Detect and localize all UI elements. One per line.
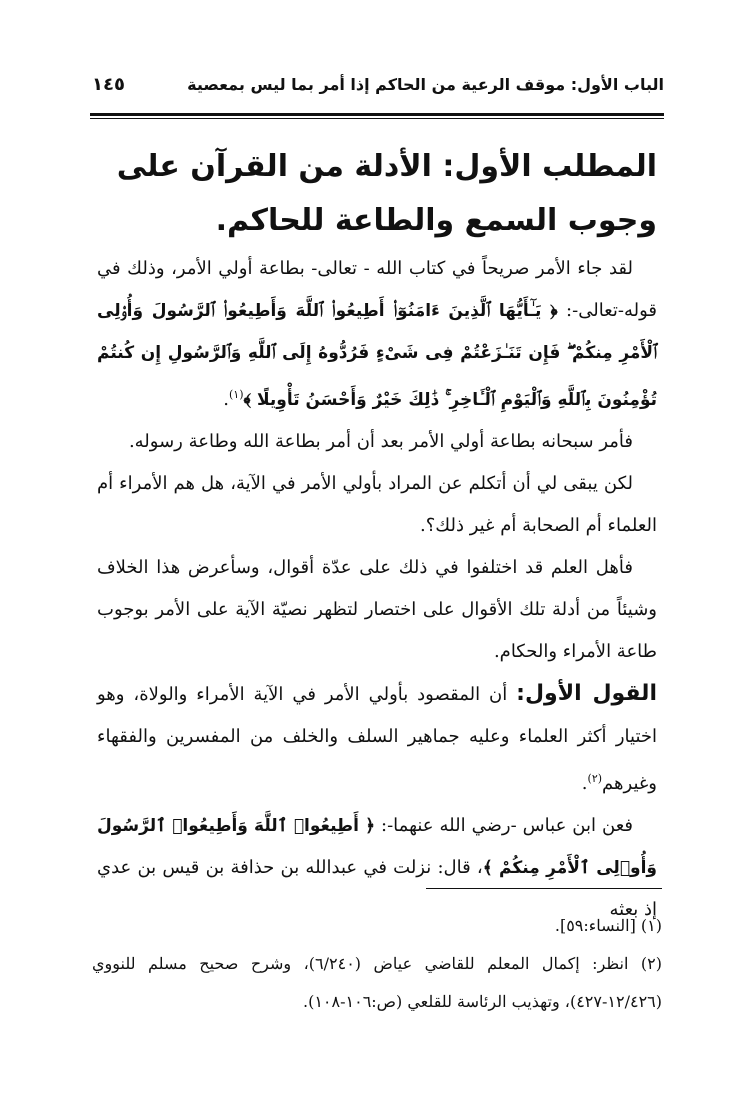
paragraph-1-end: .: [223, 389, 229, 410]
section-title-rest: : الأدلة من القرآن على وجوب السمع والطاعة للحاكم.: [116, 149, 657, 238]
footnotes: [92, 888, 662, 1021]
footnote-separator: [426, 888, 662, 889]
paragraph-5-text: أن المقصود بأولي الأمر في الآية الأمراء والولاة، وهو اختيار أكثر العلماء وعليه جماهير السلف والخلف من المفسرين والفقهاء وغيرهم: [97, 684, 658, 794]
paragraph-6-continuation: ، قال: نزلت في عبدالله بن حذافة بن قيس بن عدي إذ بعثه: [97, 857, 657, 920]
section-title-lead: المطلب الأول: [454, 149, 657, 184]
paragraph-3: لكن يبقى لي أن أتكلم عن المراد بأولي الأمر في الآية، هل هم الأمراء أم العلماء أم الصحابة أم غير ذلك؟.: [97, 473, 657, 536]
footnote-1: (١) [النساء:٥٩].: [554, 916, 662, 935]
footnote-ref-2[interactable]: (٢): [587, 772, 603, 785]
footnote-2: (٢) انظر: إكمال المعلم للقاضي عياض (٦/٢٤٠)، وشرح صحيح مسلم للنووي (١٢/٤٢٦-٤٢٧)، وتهذيب الرئاسة للقلعي (ص:١٠٦-١٠٨).: [92, 954, 662, 1011]
paragraph-6-text: فعن ابن عباس -رضي الله عنهما-:: [375, 815, 633, 836]
page-number: ١٤٥: [92, 74, 125, 95]
paragraph-2: فأمر سبحانه بطاعة أولي الأمر بعد أن أمر بطاعة الله وطاعة رسوله.: [128, 431, 633, 452]
paragraph-4: فأهل العلم قد اختلفوا في ذلك على عدّة أقوال، وسأعرض هذا الخلاف وشيئاً من أدلة تلك الأقوال على اختصار لتظهر نصيّة الآية على الأمر بوجوب طاعة الأمراء والحكام.: [97, 557, 657, 662]
running-title: الباب الأول: موقف الرعية من الحاكم إذا أمر بما ليس بمعصية: [187, 75, 664, 94]
running-header: [92, 74, 664, 95]
paragraph-1-text: لقد جاء الأمر صريحاً في كتاب الله - تعالى- بطاعة أولي الأمر، وذلك في قوله-تعالى-:: [97, 258, 657, 321]
footnote-ref-1[interactable]: (١): [229, 388, 244, 401]
header-rule: [90, 113, 664, 119]
paragraph-5: [97, 673, 657, 805]
quran-verse-nisa-59: ﴿ يَـٰٓأَيُّهَا ٱلَّذِينَ ءَامَنُوٓا۟ أَطِيعُوا۟ ٱللَّهَ وَأَطِيعُوا۟ ٱلرَّسُولَ وَأُو۟لِى ٱلْأَمْرِ مِنكُمْ ۖ فَإِن تَنَـٰزَعْتُمْ فِى شَىْءٍ فَرُدُّوهُ إِلَى ٱللَّهِ وَٱلرَّسُولِ إِن كُنتُمْ تُؤْمِنُونَ بِٱللَّهِ وَٱلْيَوْمِ ٱلْـَٔاخِرِ ۚ ذَٰلِكَ خَيْرٌ وَأَحْسَنُ تَأْوِيلًا ﴾: [97, 301, 657, 410]
paragraph-5-end: .: [581, 773, 588, 794]
section-title: [97, 140, 657, 248]
first-opinion-label: القول الأول:: [516, 681, 657, 706]
main-content: [97, 140, 657, 931]
paragraph-1: [97, 248, 657, 421]
quran-verse-excerpt: ﴿ أَطِيعُوا۟ ٱللَّهَ وَأَطِيعُوا۟ ٱلرَّسُولَ وَأُو۟لِى ٱلْأَمْرِ مِنكُمْ ﴾: [97, 816, 657, 878]
